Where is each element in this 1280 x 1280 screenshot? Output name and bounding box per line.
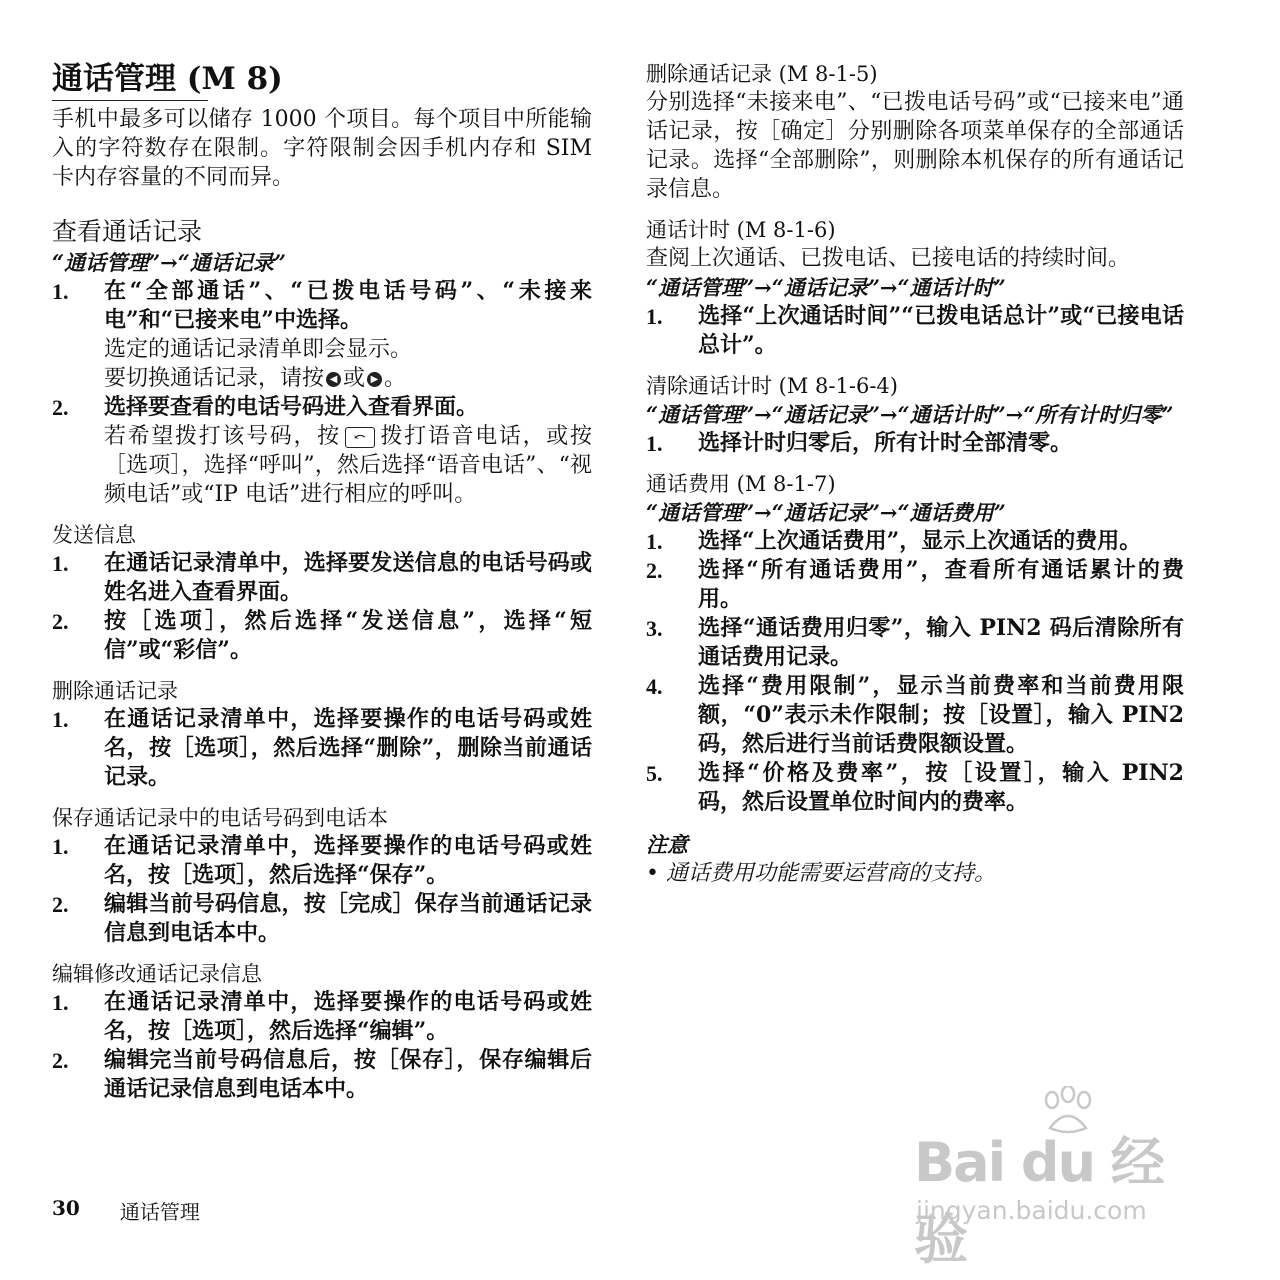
watermark-logo-text: Bai du 经验 [914,1131,1163,1271]
title-underline [52,100,208,101]
section-title-clear-timer: 清除通话计时 (M 8-1-6-4) [646,374,898,398]
step-note: 要切换通话记录，请按 ◀ 或 ▶ 。 [104,366,407,391]
page-footer [52,1196,200,1225]
step-text: 按［选项］，然后选择“发送信息”，选择“短信”或“彩信”。 [104,608,592,663]
list-item [646,429,1184,458]
list-item [52,277,592,393]
list-item [52,705,592,792]
footer-section-name: 通话管理 [119,1200,200,1224]
list-item [646,614,1184,672]
step-number: 4. [646,674,663,699]
paragraph: 查阅上次通话、已拨电话、已接电话的持续时间。 [646,246,1131,271]
list-item [52,393,592,509]
step-number: 2. [52,892,69,917]
step-number: 2. [646,558,663,583]
step-number: 2. [52,395,69,420]
paragraph: 分别选择“未接来电”、“已拨电话号码”或“已接来电”通话记录，按［确定］分别删除各项菜单保存的全部通话记录。选择“全部删除”，则删除本机保存的所有通话记录信息。 [646,90,1184,202]
list-item [52,832,592,890]
baidu-watermark [908,1100,1208,1271]
step-number: 3. [646,616,663,641]
list-item [52,607,592,665]
step-text: 选择“所有通话费用”，查看所有通话累计的费用。 [698,557,1184,612]
right-key-icon: ▶ [367,372,382,387]
section-title-send-message: 发送信息 [52,523,136,547]
step-text: 选择“费用限制”，显示当前费率和当前费用限额，“0”表示未作限制；按［设置］，输入 PIN2 码，然后进行当前话费限额设置。 [698,673,1184,757]
step-number: 1. [646,529,663,554]
section-title-edit-log: 编辑修改通话记录信息 [52,962,262,986]
step-text: 编辑当前号码信息，按［完成］保存当前通话记录信息到电话本中。 [104,891,592,946]
watermark-url: jingyan.baidu.com [916,1196,1147,1225]
step-text: 选择“上次通话费用”，显示上次通话的费用。 [698,528,1142,554]
call-key-icon: ⤺ [345,427,375,448]
section-title-delete-all: 删除通话记录 (M 8-1-5) [646,62,878,86]
section-title-call-timer: 通话计时 (M 8-1-6) [646,218,836,242]
step-note: 选定的通话记录清单即会显示。 [104,337,413,362]
menu-path: “通话管理”→“通话记录”→“通话费用” [646,500,1006,525]
list-item [646,672,1184,759]
list-item [646,556,1184,614]
note-title: 注意 [646,832,688,857]
step-number: 2. [52,1048,69,1073]
step-number: 1. [52,990,69,1015]
step-number: 1. [52,551,69,576]
step-text: 编辑完当前号码信息后，按［保存］，保存编辑后通话记录信息到电话本中。 [104,1047,592,1102]
intro-paragraph: 手机中最多可以储存 1000 个项目。每个项目中所能输入的字符数存在限制。字符限制会因手机内存和 SIM 卡内存容量的不同而异。 [52,107,592,190]
step-text: 选择“通话费用归零”，输入 PIN2 码后清除所有通话费用记录。 [698,615,1184,670]
list-item [52,1046,592,1104]
menu-path: “通话管理”→“通话记录”→“通话计时”→“所有计时归零” [646,402,1174,427]
menu-path: “通话管理”→“通话记录” [52,250,286,275]
step-number: 2. [52,609,69,634]
step-number: 1. [646,431,663,456]
step-text: 选择“价格及费率”，按［设置］，输入 PIN2 码，然后设置单位时间内的费率。 [698,760,1184,815]
menu-path: “通话管理”→“通话记录”→“通话计时” [646,275,1006,300]
right-column [646,60,1184,888]
step-text: 在通话记录清单中，选择要操作的电话号码或姓名，按［选项］，然后选择“编辑”。 [104,989,592,1044]
step-number: 5. [646,761,663,786]
page-title: 通话管理 (M 8) [52,61,283,97]
step-text: 在通话记录清单中，选择要发送信息的电话号码或姓名进入查看界面。 [104,550,592,605]
step-number: 1. [52,279,69,304]
step-text: 在通话记录清单中，选择要操作的电话号码或姓名，按［选项］，然后选择“删除”，删除当前通话记录。 [104,706,592,790]
step-number: 1. [646,304,663,329]
step-text: 选择计时归零后，所有计时全部清零。 [698,430,1073,456]
list-item [52,549,592,607]
bullet-icon: • [646,861,659,886]
section-title-delete-log: 删除通话记录 [52,679,178,703]
left-column [52,58,592,1104]
step-text: 选择“上次通话时间”“已拨电话总计”或“已接电话总计”。 [698,303,1184,358]
section-title-view-log: 查看通话记录 [52,217,203,246]
step-number: 1. [52,707,69,732]
list-item [646,302,1184,360]
step-text: 在“全部通话”、“已拨电话号码”、“未接来电”和“已接来电”中选择。 [104,278,592,333]
step-text: 选择要查看的电话号码进入查看界面。 [104,394,479,420]
step-number: 1. [52,834,69,859]
page-number: 30 [52,1196,80,1220]
section-title-call-cost: 通话费用 (M 8-1-7) [646,472,836,496]
note-item: • 通话费用功能需要运营商的支持。 [646,861,997,886]
list-item [646,759,1184,817]
list-item [52,890,592,948]
step-text: 在通话记录清单中，选择要操作的电话号码或姓名，按［选项］，然后选择“保存”。 [104,833,592,888]
list-item [646,527,1184,556]
list-item [52,988,592,1046]
section-title-save-log: 保存通话记录中的电话号码到电话本 [52,806,388,830]
left-key-icon: ◀ [326,372,341,387]
step-note: 若希望拨打该号码，按 ⤺ 拨打语音电话，或按［选项］，选择“呼叫”，然后选择“语音电话”、“视频电话”或“IP 电话”进行相应的呼叫。 [104,424,592,507]
